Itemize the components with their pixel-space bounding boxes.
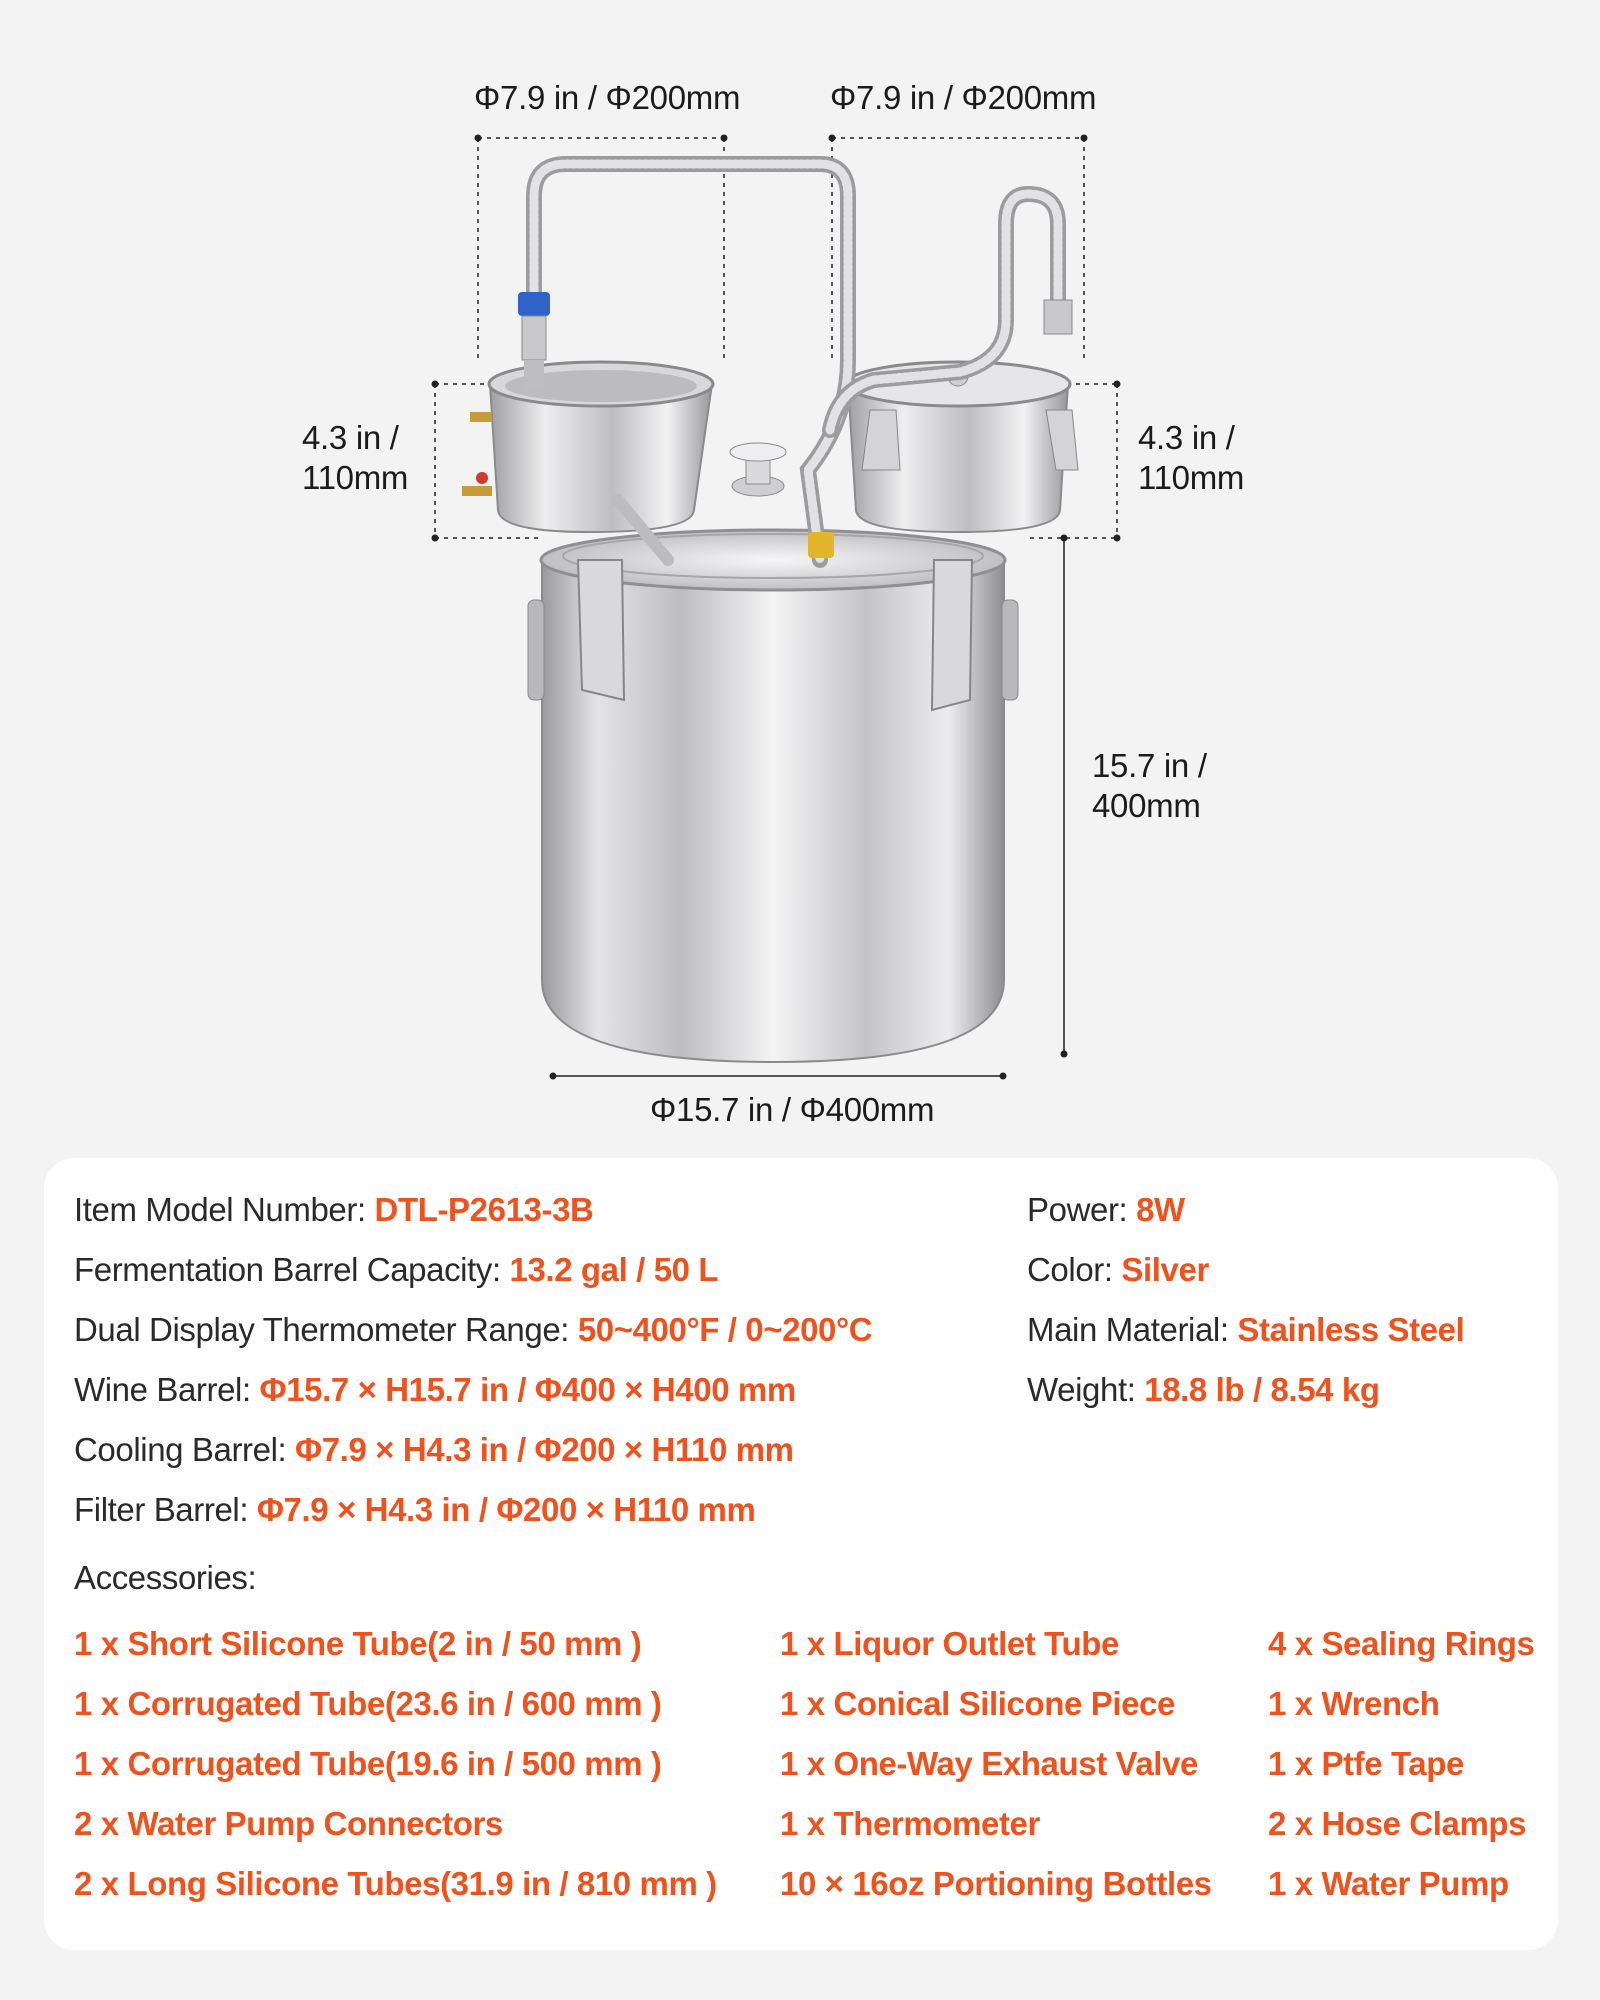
accessory-item: 1 x One-Way Exhaust Valve xyxy=(780,1745,1198,1782)
spec-value: 13.2 gal / 50 L xyxy=(509,1251,719,1288)
filter-height-line2: 110mm xyxy=(302,459,409,496)
accessory-item: 1 x Water Pump xyxy=(1268,1865,1509,1902)
cooling-barrel xyxy=(846,362,1078,532)
filter-diameter-label: Φ7.9 in / Φ200mm xyxy=(474,79,741,116)
spec-value: Φ7.9 × H4.3 in / Φ200 × H110 mm xyxy=(256,1491,756,1528)
spec-capacity xyxy=(74,1250,718,1290)
fermentation-barrel xyxy=(528,443,1018,1062)
spec-thermometer-range xyxy=(74,1310,872,1350)
spec-label: Weight: xyxy=(1027,1371,1145,1408)
spec-value: Silver xyxy=(1121,1251,1209,1288)
spec-label: Wine Barrel: xyxy=(74,1371,260,1408)
spec-value: 18.8 lb / 8.54 kg xyxy=(1144,1371,1380,1408)
spec-label: Fermentation Barrel Capacity: xyxy=(74,1251,510,1288)
spec-color xyxy=(1027,1250,1209,1290)
cooling-height-line2: 110mm xyxy=(1138,459,1245,496)
accessory-item: 1 x Wrench xyxy=(1268,1685,1440,1722)
filter-barrel xyxy=(462,362,713,560)
accessory-item: 2 x Hose Clamps xyxy=(1268,1805,1527,1842)
spec-value: Stainless Steel xyxy=(1237,1311,1465,1348)
spec-power xyxy=(1027,1190,1185,1230)
accessory-item: 2 x Water Pump Connectors xyxy=(74,1805,503,1842)
spec-cooling-barrel xyxy=(74,1430,794,1470)
spec-value: DTL-P2613-3B xyxy=(374,1191,594,1228)
accessories-title: Accessories: xyxy=(74,1559,257,1596)
accessory-item: 1 x Corrugated Tube(19.6 in / 500 mm ) xyxy=(74,1745,662,1782)
filter-height-label xyxy=(302,418,408,498)
spec-weight xyxy=(1027,1370,1380,1410)
accessory-item: 1 x Short Silicone Tube(2 in / 50 mm ) xyxy=(74,1625,642,1662)
barrel-height-line2: 400mm xyxy=(1092,787,1201,824)
barrel-height-label xyxy=(1092,746,1207,826)
spec-label: Power: xyxy=(1027,1191,1137,1228)
spec-value: 8W xyxy=(1136,1191,1185,1228)
spec-value: Φ15.7 × H15.7 in / Φ400 × H400 mm xyxy=(259,1371,796,1408)
spec-label: Filter Barrel: xyxy=(74,1491,257,1528)
spec-label: Dual Display Thermometer Range: xyxy=(74,1311,578,1348)
specifications-card xyxy=(44,1158,1558,1950)
filter-height-line1: 4.3 in / xyxy=(302,419,399,456)
spec-label: Item Model Number: xyxy=(74,1191,375,1228)
cooling-height-label xyxy=(1138,418,1244,498)
accessory-item: 1 x Thermometer xyxy=(780,1805,1040,1842)
accessory-item: 1 x Liquor Outlet Tube xyxy=(780,1625,1119,1662)
spec-model-number xyxy=(74,1190,593,1230)
barrel-diameter-label: Φ15.7 in / Φ400mm xyxy=(650,1091,935,1128)
cooling-diameter-label: Φ7.9 in / Φ200mm xyxy=(830,79,1097,116)
spec-value: Φ7.9 × H4.3 in / Φ200 × H110 mm xyxy=(295,1431,794,1468)
accessory-item: 1 x Corrugated Tube(23.6 in / 600 mm ) xyxy=(74,1685,662,1722)
spec-wine-barrel xyxy=(74,1370,796,1410)
spec-value: 50~400°F / 0~200°C xyxy=(577,1311,873,1348)
cooling-height-line1: 4.3 in / xyxy=(1138,419,1235,456)
spec-label: Color: xyxy=(1027,1251,1122,1288)
accessory-item: 1 x Conical Silicone Piece xyxy=(780,1685,1175,1722)
accessory-item: 1 x Ptfe Tape xyxy=(1268,1745,1464,1782)
accessory-item: 10 × 16oz Portioning Bottles xyxy=(780,1865,1212,1902)
spec-label: Main Material: xyxy=(1027,1311,1238,1348)
spec-filter-barrel xyxy=(74,1490,755,1530)
spec-material xyxy=(1027,1310,1464,1350)
spec-label: Cooling Barrel: xyxy=(74,1431,296,1468)
accessory-item: 2 x Long Silicone Tubes(31.9 in / 810 mm ) xyxy=(74,1865,717,1902)
accessory-item: 4 x Sealing Rings xyxy=(1268,1625,1535,1662)
barrel-height-line1: 15.7 in / xyxy=(1092,747,1207,784)
